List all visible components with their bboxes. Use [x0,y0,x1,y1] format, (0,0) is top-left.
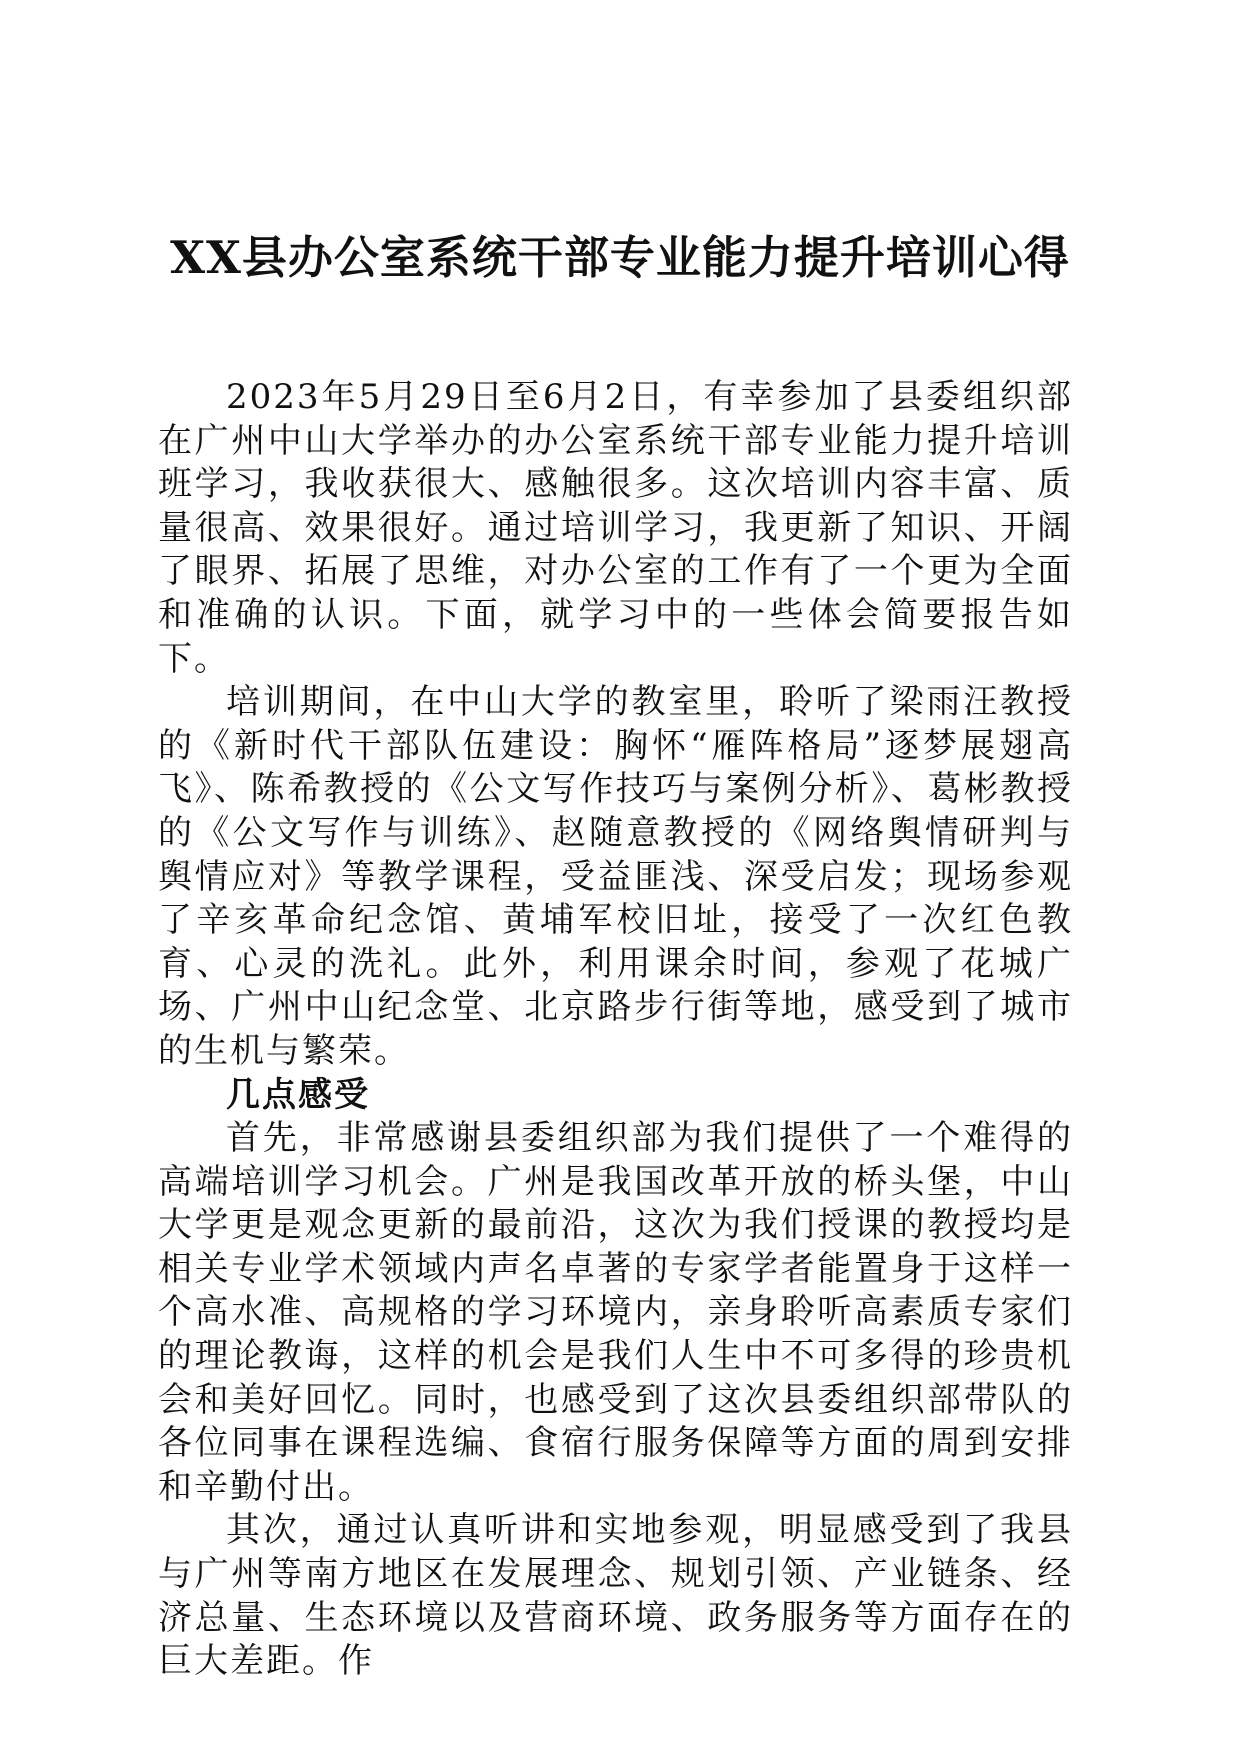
paragraph-second: 其次，通过认真听讲和实地参观，明显感受到了我县与广州等南方地区在发展理念、规划引领、产业链条、经济总量、生态环境以及营商环境、政务服务等方面存在的巨大差距。作 [158,1510,1073,1682]
paragraph-intro: 2023年5月29日至6月2日，有幸参加了县委组织部在广州中山大学举办的办公室系统干部专业能力提升培训班学习，我收获很大、感触很多。这次培训内容丰富、质量很高、效果很好。通过培训学习，我更新了知识、开阔了眼界、拓展了思维，对办公室的工作有了一个更为全面和准确的认识。下面，就学习中的一些体会简要报告如下。 [158,377,1073,679]
section-heading: 几点感受 [226,1074,370,1115]
document-title: XX县办公室系统干部专业能力提升培训心得 [170,231,1070,284]
paragraph-training-period: 培训期间，在中山大学的教室里，聆听了梁雨汪教授的《新时代干部队伍建设：胸怀“雁阵格局”逐梦展翅高飞》、陈希教授的《公文写作技巧与案例分析》、葛彬教授的《公文写作与训练》、赵随意教授的《网络舆情研判与舆情应对》等教学课程，受益匪浅、深受启发；现场参观了辛亥革命纪念馆、黄埔军校旧址，接受了一次红色教育、心灵的洗礼。此外，利用课余时间，参观了花城广场、广州中山纪念堂、北京路步行街等地，感受到了城市的生机与繁荣。 [158,682,1073,1071]
paragraph-first: 首先，非常感谢县委组织部为我们提供了一个难得的高端培训学习机会。广州是我国改革开放的桥头堡，中山大学更是观念更新的最前沿，这次为我们授课的教授均是相关专业学术领域内声名卓著的专家学者能置身于这样一个高水准、高规格的学习环境内，亲身聆听高素质专家们的理论教诲，这样的机会是我们人生中不可多得的珍贵机会和美好回忆。同时，也感受到了这次县委组织部带队的各位同事在课程选编、食宿行服务保障等方面的周到安排和辛勤付出。 [158,1118,1073,1507]
document-body [158,376,1073,1684]
